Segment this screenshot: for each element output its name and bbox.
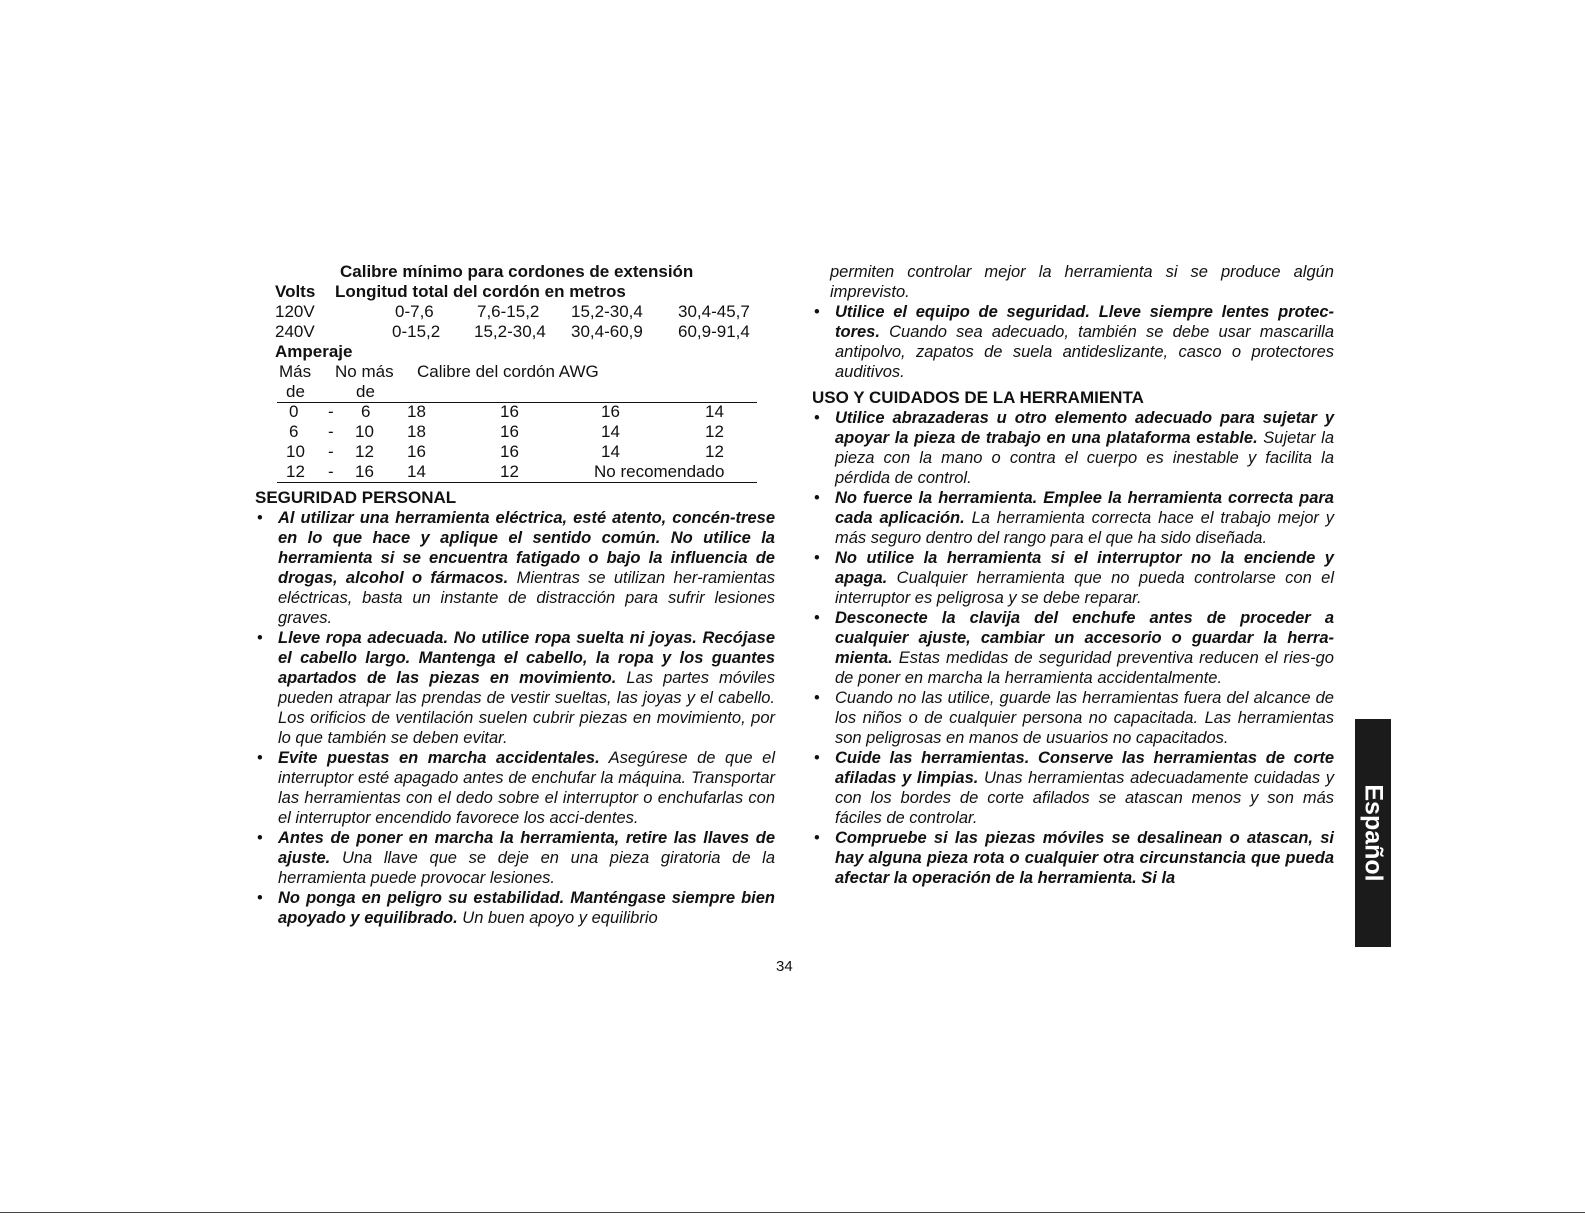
table-cell: 0-15,2 <box>392 322 441 341</box>
item-text: Mientras se utilizan her-ramientas eléctricas, basta un instante de distracción para sufrir lesiones graves. <box>278 569 776 627</box>
calibre-label: Calibre del cordón AWG <box>417 362 599 381</box>
list-item <box>812 408 1334 488</box>
table-cell: 16 <box>500 402 519 421</box>
bullet-icon: • <box>257 829 263 847</box>
item-bold: No fuerce la herramienta. Emplee la herramienta correcta para cada aplicación. <box>835 489 1334 527</box>
table-rule-wrap <box>255 482 775 488</box>
item-bold: Lleve ropa adecuada. No utilice ropa suelta ni joyas. Recójase el cabello largo. Mantenga el cabello, la ropa y los guantes apartados de las piezas en movimiento. <box>278 629 775 687</box>
section-heading-uso: USO Y CUIDADOS DE LA HERRAMIENTA <box>812 388 1144 407</box>
table-cell: 6 <box>289 422 299 441</box>
bullet-icon: • <box>257 749 263 767</box>
de-label: de <box>286 382 305 401</box>
continuation-text: permiten controlar mejor la herramienta si se produce algún imprevisto. <box>830 263 1334 301</box>
amperaje-label: Amperaje <box>275 342 353 361</box>
mas-label: Más <box>279 362 312 381</box>
item-bold: Compruebe si las piezas móviles se desalinean o atascan, si hay alguna pieza rota o cualquier otra circunstancia que pueda afectar la operación de la herramienta. Si la <box>835 829 1334 887</box>
table-cell: 30,4-45,7 <box>678 302 750 321</box>
table-cell: 12 <box>705 422 724 441</box>
volts-cell: 240V <box>275 322 315 341</box>
table-cell: 18 <box>407 422 426 441</box>
table-cell: 60,9-91,4 <box>678 322 750 341</box>
page-number: 34 <box>776 958 793 975</box>
table-header-row <box>255 282 775 302</box>
list-item <box>255 828 775 888</box>
table-cell: 15,2-30,4 <box>571 302 643 321</box>
table-cell: 12 <box>355 442 374 461</box>
bullet-icon: • <box>814 829 820 847</box>
table-cell: - <box>328 442 334 461</box>
table-cell: 15,2-30,4 <box>474 322 546 341</box>
volts-label: Volts <box>275 282 316 301</box>
item-text: Las partes móviles pueden atrapar las prendas de vestir sueltas, las joyas y el cabello. Los orificios de ventilación suelen cubrir piezas en movimiento, por lo que también se deben evitar. <box>278 669 775 747</box>
bullet-list <box>812 408 1334 888</box>
table-cell: 14 <box>601 422 620 441</box>
table-cell: 16 <box>407 442 426 461</box>
table-cell: 0-7,6 <box>395 302 434 321</box>
item-text: La herramienta correcta hace el trabajo mejor y más seguro dentro del rango para el que ha sido diseñada. <box>835 509 1334 547</box>
list-item <box>812 608 1334 688</box>
table-cell: 12 <box>286 462 305 481</box>
table-cell: 16 <box>601 402 620 421</box>
amp-de-row <box>255 382 775 402</box>
table-row <box>255 322 775 342</box>
bullet-icon: • <box>814 549 820 567</box>
table-cell: - <box>328 402 334 421</box>
bullet-list <box>812 302 1334 382</box>
list-item <box>812 548 1334 608</box>
item-text: Una llave que se deje en una pieza giratoria de la herramienta puede provocar lesiones. <box>278 849 775 887</box>
table-row <box>255 442 775 462</box>
table-cell: 14 <box>705 402 724 421</box>
nomas-label: No más <box>335 362 394 381</box>
table-cell: No recomendado <box>594 462 725 481</box>
right-column <box>812 262 1334 888</box>
table-cell: 0 <box>289 402 299 421</box>
item-text: Cualquier herramienta que no pueda controlarse con el interruptor es peligrosa y se debe reparar. <box>835 569 1334 607</box>
list-item <box>255 508 775 628</box>
table-row <box>255 422 775 442</box>
volts-cell: 120V <box>275 302 315 321</box>
item-bold: No ponga en peligro su estabilidad. Manténgase siempre bien apoyado y equilibrado. <box>278 889 775 927</box>
list-item <box>255 748 775 828</box>
item-bold: Cuide las herramientas. Conserve las herramientas de corte afiladas y limpias. <box>835 749 1334 787</box>
language-tab <box>1355 719 1391 947</box>
item-bold: Antes de poner en marcha la herramienta, retire las llaves de ajuste. <box>278 829 775 867</box>
list-item <box>812 488 1334 548</box>
item-bold: Utilice el equipo de seguridad. Lleve siempre lentes protec-tores. <box>835 303 1334 341</box>
table-cell: 14 <box>407 462 426 481</box>
table-cell: 7,6-15,2 <box>477 302 540 321</box>
item-text: Cuando sea adecuado, también se debe usar mascarilla antipolvo, zapatos de suela antideslizante, casco o protectores auditivos. <box>835 323 1334 381</box>
bullet-icon: • <box>814 609 820 627</box>
bullet-icon: • <box>814 409 820 427</box>
table-rule <box>277 482 757 483</box>
bullet-icon: • <box>814 489 820 507</box>
bullet-icon: • <box>257 889 263 907</box>
language-tab-label: Español <box>1359 784 1388 882</box>
list-item <box>812 748 1334 828</box>
item-bold: Desconecte la clavija del enchufe antes de proceder a cualquier ajuste, cambiar un accesorio o guardar la herra-mienta. <box>835 609 1334 667</box>
length-label: Longitud total del cordón en metros <box>335 282 626 301</box>
list-item <box>812 828 1334 888</box>
item-bold: No utilice la herramienta si el interruptor no la enciende y apaga. <box>835 549 1334 587</box>
item-bold: Evite puestas en marcha accidentales. <box>278 749 600 767</box>
bullet-icon: • <box>814 689 820 707</box>
table-cell: - <box>328 422 334 441</box>
item-text: Cuando no las utilice, guarde las herramientas fuera del alcance de los niños o de cualquier persona no capacitada. Las herramientas son peligrosas en manos de usuarios no capacitados. <box>835 689 1334 747</box>
item-bold: Al utilizar una herramienta eléctrica, esté atento, concén-trese en lo que hace y aplique el sentido común. No utilice la herramienta si se encuentra fatigado o bajo la influencia de drogas, alcohol o fármacos. <box>278 509 775 587</box>
item-text: Sujetar la pieza con la mano o contra el cuerpo es inestable y facilita la pérdida de control. <box>835 429 1334 487</box>
table-cell: 12 <box>500 462 519 481</box>
amperaje-row <box>255 342 775 362</box>
table-row <box>255 402 775 422</box>
list-item <box>255 628 775 748</box>
table-cell: - <box>328 462 334 481</box>
bullet-list <box>255 508 775 928</box>
item-text: Un buen apoyo y equilibrio <box>457 909 658 927</box>
table-row <box>255 302 775 322</box>
bullet-icon: • <box>257 629 263 647</box>
table-row <box>255 462 775 482</box>
table-cell: 10 <box>355 422 374 441</box>
table-cell: 6 <box>361 402 371 421</box>
table-cell: 16 <box>500 422 519 441</box>
item-bold: Utilice abrazaderas u otro elemento adecuado para sujetar y apoyar la pieza de trabajo en una plataforma estable. <box>835 409 1334 447</box>
bullet-icon: • <box>814 303 820 321</box>
bottom-divider <box>0 1212 1585 1213</box>
list-item <box>255 888 775 928</box>
bullet-icon: • <box>814 749 820 767</box>
table-cell: 12 <box>705 442 724 461</box>
bullet-icon: • <box>257 509 263 527</box>
item-text: Unas herramientas adecuadamente cuidadas y con los bordes de corte afilados se atascan menos y son más fáciles de controlar. <box>835 769 1334 827</box>
table-cell: 14 <box>601 442 620 461</box>
table-cell: 18 <box>407 402 426 421</box>
amp-header-row <box>255 362 775 382</box>
table-title: Calibre mínimo para cordones de extensión <box>340 262 694 281</box>
table-cell: 16 <box>500 442 519 461</box>
item-text: Asegúrese de que el interruptor esté apagado antes de enchufar la máquina. Transportar las herramientas con el dedo sobre el interruptor o enchufarlas con el interruptor encendido favorece los acci-dentes. <box>278 749 775 827</box>
left-column <box>255 262 775 928</box>
de-label: de <box>356 382 375 401</box>
table-cell: 10 <box>286 442 305 461</box>
table-cell: 16 <box>355 462 374 481</box>
list-item <box>812 688 1334 748</box>
section-heading-seguridad: SEGURIDAD PERSONAL <box>255 488 457 507</box>
list-item <box>812 302 1334 382</box>
table-cell: 30,4-60,9 <box>571 322 643 341</box>
item-text: Estas medidas de seguridad preventiva reducen el ries-go de poner en marcha la herramienta accidentalmente. <box>835 649 1334 687</box>
